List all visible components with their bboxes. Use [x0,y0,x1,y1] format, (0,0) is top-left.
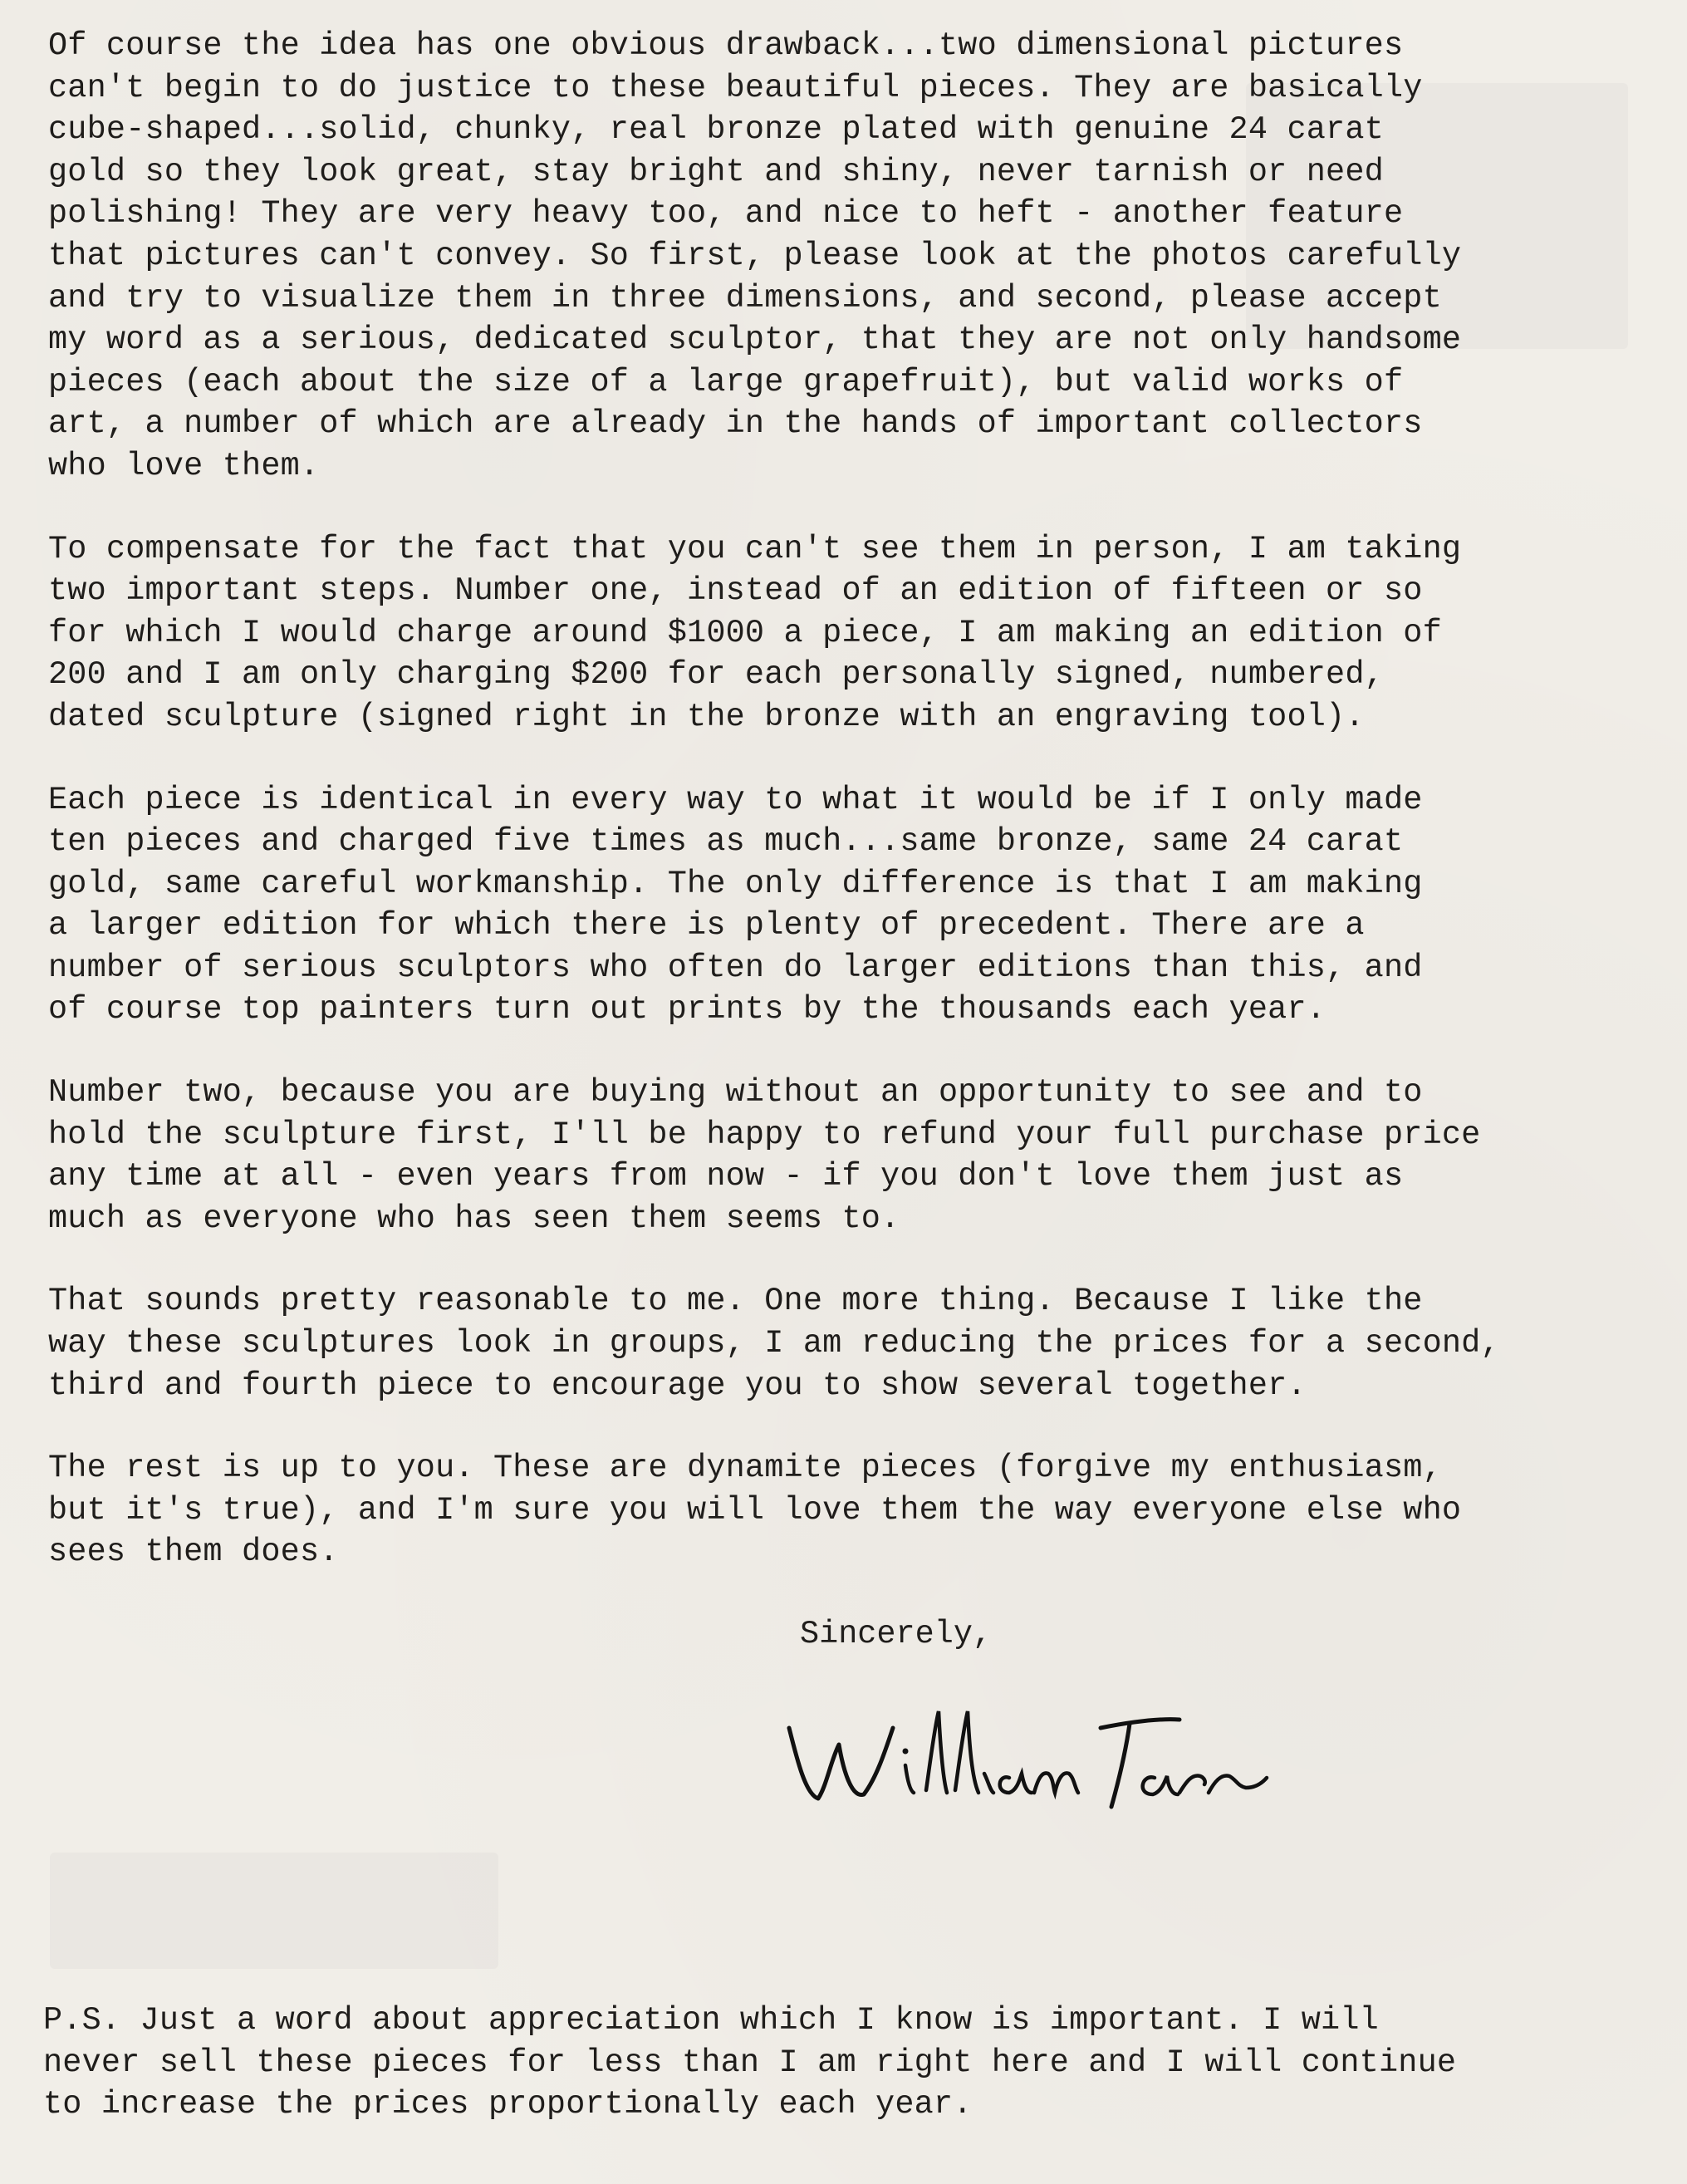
paragraph-identical: Each piece is identical in every way to what it would be if I only made ten pieces and charged five times as much...same bronze, same 24 carat gold, same careful workmanship. The only difference is that I am making a larger edition for which there is plenty of precedent. There are a number of serious sculptors who often do larger editions than this, and of course top painters turn out prints by the thousands each year. [48,781,1423,1028]
paragraph-rest: The rest is up to you. These are dynamite pieces (forgive my enthusiasm, but it's true), and I'm sure you will love them the way everyone else who sees them does. [48,1450,1462,1571]
closing-salutation: Sincerely, [800,1616,993,1652]
handwritten-signature [781,1695,1279,1828]
letter-body [48,25,1626,1614]
paragraph-drawback: Of course the idea has one obvious drawback...two dimensional pictures can't begin to do justice to these beautiful pieces. They are basically cube-shaped...solid, chunky, real bronze plated with genuine 24 carat gold so they look great, stay bright and shiny, never tarnish or need polishing! They are very heavy too, and nice to heft - another feature that pictures can't convey. So first, please look at the photos carefully and try to visualize them in three dimensions, and second, please accept my word as a serious, dedicated sculptor, that they are not only handsome pieces (each about the size of a large grapefruit), but valid works of art, a number of which are already in the hands of important collectors who love them. [48,27,1462,484]
postscript: P.S. Just a word about appreciation which I know is important. I will never sell these pieces for less than I am right here and I will continue to increase the prices proportionally each year. [43,2002,1457,2123]
paragraph-groups: That sounds pretty reasonable to me. One more thing. Because I like the way these sculptures look in groups, I am reducing the prices for a second, third and fourth piece to encourage you to show several together. [48,1283,1500,1404]
paragraph-refund: Number two, because you are buying without an opportunity to see and to hold the sculpture first, I'll be happy to refund your full purchase price any time at all - even years from now - if you don't love them just as much as everyone who has seen them seems to. [48,1074,1481,1237]
show-through-shadow [50,1853,498,1969]
paragraph-compensate: To compensate for the fact that you can't see them in person, I am taking two important steps. Number one, instead of an edition of fifteen or so for which I would charge around $1000 a piece, I am making an edition of 200 and I am only charging $200 for each personally signed, numbered, dated sculpture (signed right in the bronze with an engraving tool). [48,530,1462,735]
